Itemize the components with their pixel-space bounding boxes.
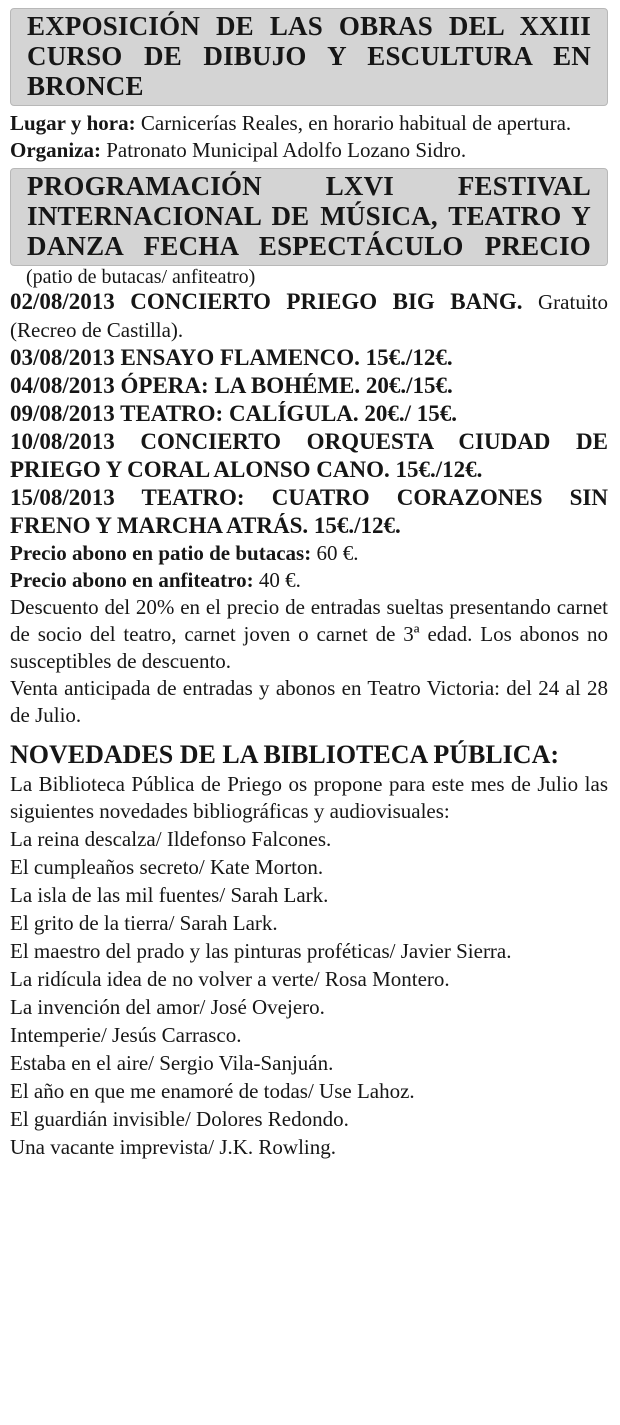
- abono-patio-value: 60 €.: [316, 541, 359, 565]
- organiza-label: Organiza:: [10, 138, 101, 162]
- event-text: 09/08/2013 TEATRO: CALÍGULA. 20€./ 15€.: [10, 401, 458, 426]
- book-item: La ridícula idea de no volver a verte/ Rosa Montero.: [10, 967, 450, 991]
- event-item: [10, 372, 608, 400]
- book-item: Intemperie/ Jesús Carrasco.: [10, 1023, 242, 1047]
- abono-anfi-value: 40 €.: [258, 568, 301, 592]
- abono-anfiteatro: [10, 567, 608, 594]
- book-item: El guardián invisible/ Dolores Redondo.: [10, 1107, 349, 1131]
- book-item: La invención del amor/ José Ovejero.: [10, 995, 325, 1019]
- biblioteca-intro: La Biblioteca Pública de Priego os propone para este mes de Julio las siguientes novedades bibliográficas y audiovisuales:: [10, 772, 608, 823]
- festival-heading: PROGRAMACIÓN LXVI FESTIVAL INTERNACIONAL DE MÚSICA, TEATRO Y DANZA FECHA ESPECTÁCULO PRECIO: [10, 168, 608, 266]
- biblioteca-heading: NOVEDADES DE LA BIBLIOTECA PÚBLICA:: [10, 740, 560, 769]
- lugar-label: Lugar y hora:: [10, 111, 136, 135]
- abono-patio-label: Precio abono en patio de butacas:: [10, 541, 312, 565]
- expo-lugar: [10, 110, 608, 137]
- expo-heading: EXPOSICIÓN DE LAS OBRAS DEL XXIII CURSO DE DIBUJO Y ESCULTURA EN BRONCE: [10, 8, 608, 106]
- lugar-text: Carnicerías Reales, en horario habitual de apertura.: [140, 111, 572, 135]
- event-text: 02/08/2013 CONCIERTO PRIEGO BIG BANG.: [10, 289, 523, 314]
- event-text: 15/08/2013 TEATRO: CUATRO CORAZONES SIN FRENO Y MARCHA ATRÁS. 15€./12€.: [10, 485, 608, 538]
- book-item: Una vacante imprevista/ J.K. Rowling.: [10, 1135, 337, 1159]
- book-item: El cumpleaños secreto/ Kate Morton.: [10, 855, 324, 879]
- book-item: El grito de la tierra/ Sarah Lark.: [10, 911, 278, 935]
- descuento-text: Descuento del 20% en el precio de entradas sueltas presentando carnet de socio del teatro, carnet joven o carnet de 3ª edad. Los abonos no susceptibles de descuento.: [10, 595, 608, 673]
- event-item: [10, 288, 608, 344]
- book-item: Estaba en el aire/ Sergio Vila-Sanjuán.: [10, 1051, 334, 1075]
- abono-anfi-label: Precio abono en anfiteatro:: [10, 568, 254, 592]
- event-text: 04/08/2013 ÓPERA: LA BOHÉME. 20€./15€.: [10, 373, 453, 398]
- event-rest: Gratuito (Recreo de Castilla).: [10, 290, 608, 342]
- expo-organiza: [10, 137, 608, 164]
- festival-note: (patio de butacas/ anfiteatro): [26, 266, 256, 288]
- abono-patio: [10, 540, 608, 567]
- event-text: 03/08/2013 ENSAYO FLAMENCO. 15€./12€.: [10, 345, 453, 370]
- venta-text: Venta anticipada de entradas y abonos en Teatro Victoria: del 24 al 28 de Julio.: [10, 676, 608, 727]
- festival-events: [10, 288, 608, 540]
- book-item: El maestro del prado y las pinturas proféticas/ Javier Sierra.: [10, 939, 512, 963]
- book-item: La reina descalza/ Ildefonso Falcones.: [10, 827, 332, 851]
- event-item: [10, 344, 608, 372]
- organiza-text: Patronato Municipal Adolfo Lozano Sidro.: [106, 138, 467, 162]
- event-item: [10, 428, 608, 484]
- event-text: 10/08/2013 CONCIERTO ORQUESTA CIUDAD DE PRIEGO Y CORAL ALONSO CANO. 15€./12€.: [10, 429, 608, 482]
- book-item: La isla de las mil fuentes/ Sarah Lark.: [10, 883, 329, 907]
- event-item: [10, 484, 608, 540]
- book-item: El año en que me enamoré de todas/ Use Lahoz.: [10, 1079, 415, 1103]
- book-list: [10, 825, 608, 1161]
- event-item: [10, 400, 608, 428]
